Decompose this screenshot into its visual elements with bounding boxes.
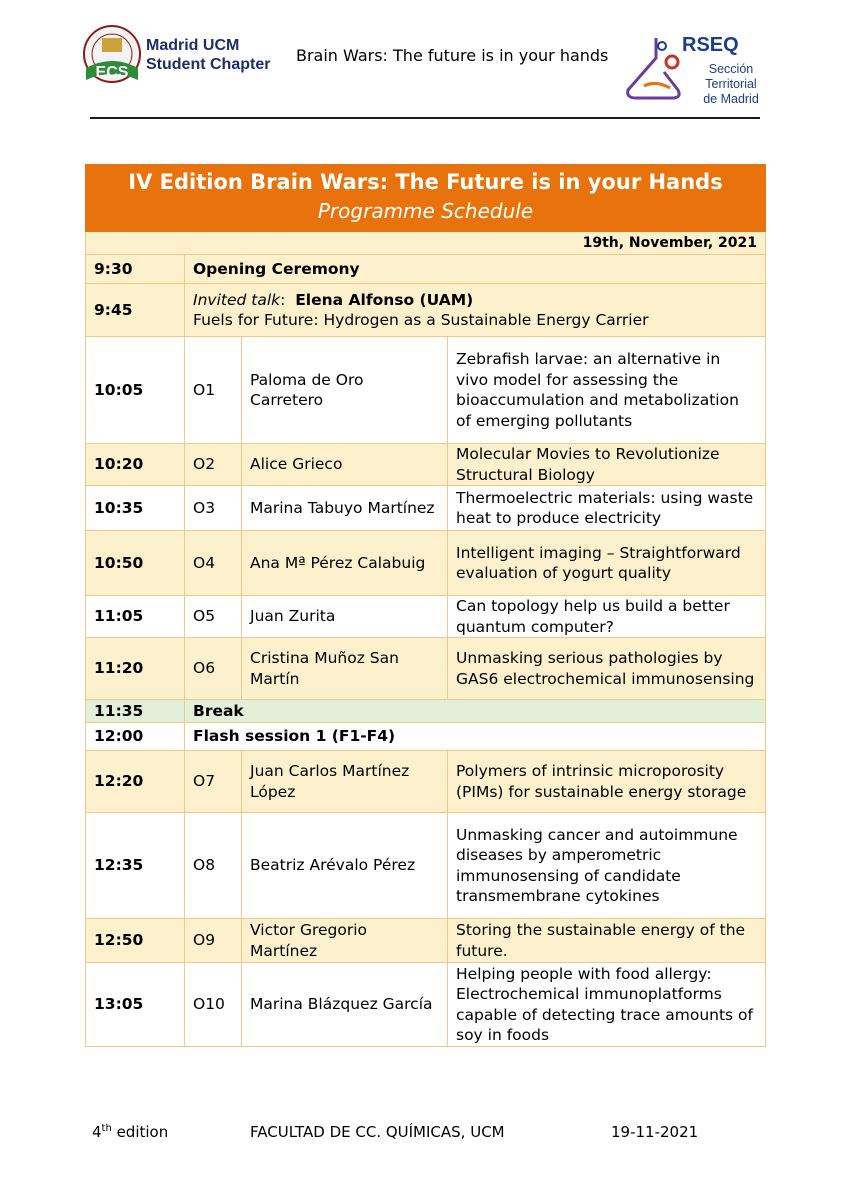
talk-code: O4 — [185, 531, 242, 596]
talk-title: Unmasking cancer and autoimmune diseases by amperometric immunosensing of candidate transmembrane cytokines — [448, 813, 766, 919]
break-time: 11:35 — [86, 700, 185, 723]
talk-code: O9 — [185, 919, 242, 963]
rseq-sub-line3: de Madrid — [703, 92, 759, 106]
ecs-logo-text: ECS — [95, 64, 129, 81]
talk-time: 10:50 — [86, 531, 185, 596]
ecs-logo — [80, 22, 280, 92]
date-row — [86, 232, 766, 255]
footer-edition-sup: th — [101, 1123, 112, 1134]
talk-speaker: Beatriz Arévalo Pérez — [242, 813, 448, 919]
talk-time: 12:50 — [86, 919, 185, 963]
rseq-sub-line1: Sección — [708, 62, 754, 76]
talk-row — [86, 531, 766, 596]
opening-label: Opening Ceremony — [185, 255, 766, 284]
invited-speaker: Elena Alfonso (UAM) — [295, 290, 474, 309]
rseq-logo — [622, 28, 772, 108]
talk-code: O10 — [185, 963, 242, 1047]
invited-line1 — [193, 290, 757, 311]
talk-speaker: Cristina Muñoz San Martín — [242, 638, 448, 700]
talk-code: O5 — [185, 596, 242, 638]
rseq-title: RSEQ — [682, 34, 739, 56]
invited-cell — [185, 284, 766, 337]
talk-code: O2 — [185, 444, 242, 486]
talk-title: Molecular Movies to Revolutionize Structural Biology — [448, 444, 766, 486]
footer-edition-word: edition — [111, 1123, 169, 1141]
talk-row — [86, 813, 766, 919]
invited-prefix: Invited talk — [193, 290, 281, 309]
talk-time: 10:35 — [86, 486, 185, 531]
talk-code: O3 — [185, 486, 242, 531]
opening-row — [86, 255, 766, 284]
title-row — [86, 165, 766, 232]
flash-label: Flash session 1 (F1-F4) — [185, 723, 766, 751]
talk-speaker: Paloma de Oro Carretero — [242, 337, 448, 444]
talk-row — [86, 638, 766, 700]
flash-row — [86, 723, 766, 751]
talk-row — [86, 444, 766, 486]
talk-speaker: Alice Grieco — [242, 444, 448, 486]
talk-title: Polymers of intrinsic microporosity (PIMs) for sustainable energy storage — [448, 751, 766, 813]
talk-title: Thermoelectric materials: using waste heat to produce electricity — [448, 486, 766, 531]
talk-title: Unmasking serious pathologies by GAS6 electrochemical immunosensing — [448, 638, 766, 700]
break-row — [86, 700, 766, 723]
footer-edition — [92, 1123, 168, 1141]
talk-title: Intelligent imaging – Straightforward evaluation of yogurt quality — [448, 531, 766, 596]
schedule-table — [85, 164, 766, 1047]
talk-row — [86, 486, 766, 531]
chapter-name — [146, 36, 270, 74]
chapter-line2: Student Chapter — [146, 56, 271, 73]
talk-row — [86, 337, 766, 444]
invited-time: 9:45 — [86, 284, 185, 337]
break-label: Break — [185, 700, 766, 723]
header-title: Brain Wars: The future is in your hands — [296, 46, 609, 65]
rseq-sub-line2: Territorial — [705, 77, 757, 91]
talk-code: O1 — [185, 337, 242, 444]
flash-time: 12:00 — [86, 723, 185, 751]
talk-speaker: Victor Gregorio Martínez — [242, 919, 448, 963]
talk-title: Zebrafish larvae: an alternative in vivo model for assessing the bioaccumulation and metabolization of emerging pollutants — [448, 337, 766, 444]
talk-row — [86, 963, 766, 1047]
talk-speaker: Marina Tabuyo Martínez — [242, 486, 448, 531]
talk-code: O6 — [185, 638, 242, 700]
talk-row — [86, 596, 766, 638]
talk-title: Helping people with food allergy: Electrochemical immunoplatforms capable of detecting trace amounts of soy in foods — [448, 963, 766, 1047]
talk-time: 12:20 — [86, 751, 185, 813]
header-divider — [90, 117, 760, 119]
opening-time: 9:30 — [86, 255, 185, 284]
talk-row — [86, 919, 766, 963]
talk-title: Can topology help us build a better quantum computer? — [448, 596, 766, 638]
rseq-subtitle — [694, 62, 768, 107]
talk-speaker: Marina Blázquez García — [242, 963, 448, 1047]
talk-time: 12:35 — [86, 813, 185, 919]
talk-time: 10:20 — [86, 444, 185, 486]
talk-code: O8 — [185, 813, 242, 919]
talk-time: 13:05 — [86, 963, 185, 1047]
ecs-seal-icon — [80, 24, 144, 88]
schedule-title: IV Edition Brain Wars: The Future is in your Hands — [128, 170, 723, 194]
talk-code: O7 — [185, 751, 242, 813]
invited-colon: : — [280, 290, 286, 309]
talk-time: 11:20 — [86, 638, 185, 700]
footer-date: 19-11-2021 — [611, 1123, 699, 1141]
talk-row — [86, 751, 766, 813]
talk-speaker: Juan Carlos Martínez López — [242, 751, 448, 813]
talk-time: 10:05 — [86, 337, 185, 444]
invited-row — [86, 284, 766, 337]
rseq-flask-icon — [622, 32, 686, 102]
chapter-line1: Madrid UCM — [146, 37, 240, 54]
talk-title: Storing the sustainable energy of the future. — [448, 919, 766, 963]
talk-time: 11:05 — [86, 596, 185, 638]
footer-edition-num: 4 — [92, 1123, 102, 1141]
schedule-subtitle: Programme Schedule — [317, 199, 534, 223]
talk-speaker: Juan Zurita — [242, 596, 448, 638]
invited-topic: Fuels for Future: Hydrogen as a Sustainable Energy Carrier — [193, 311, 649, 329]
talk-speaker: Ana Mª Pérez Calabuig — [242, 531, 448, 596]
schedule-date: 19th, November, 2021 — [86, 232, 766, 255]
footer-faculty: FACULTAD DE CC. QUÍMICAS, UCM — [250, 1123, 505, 1141]
